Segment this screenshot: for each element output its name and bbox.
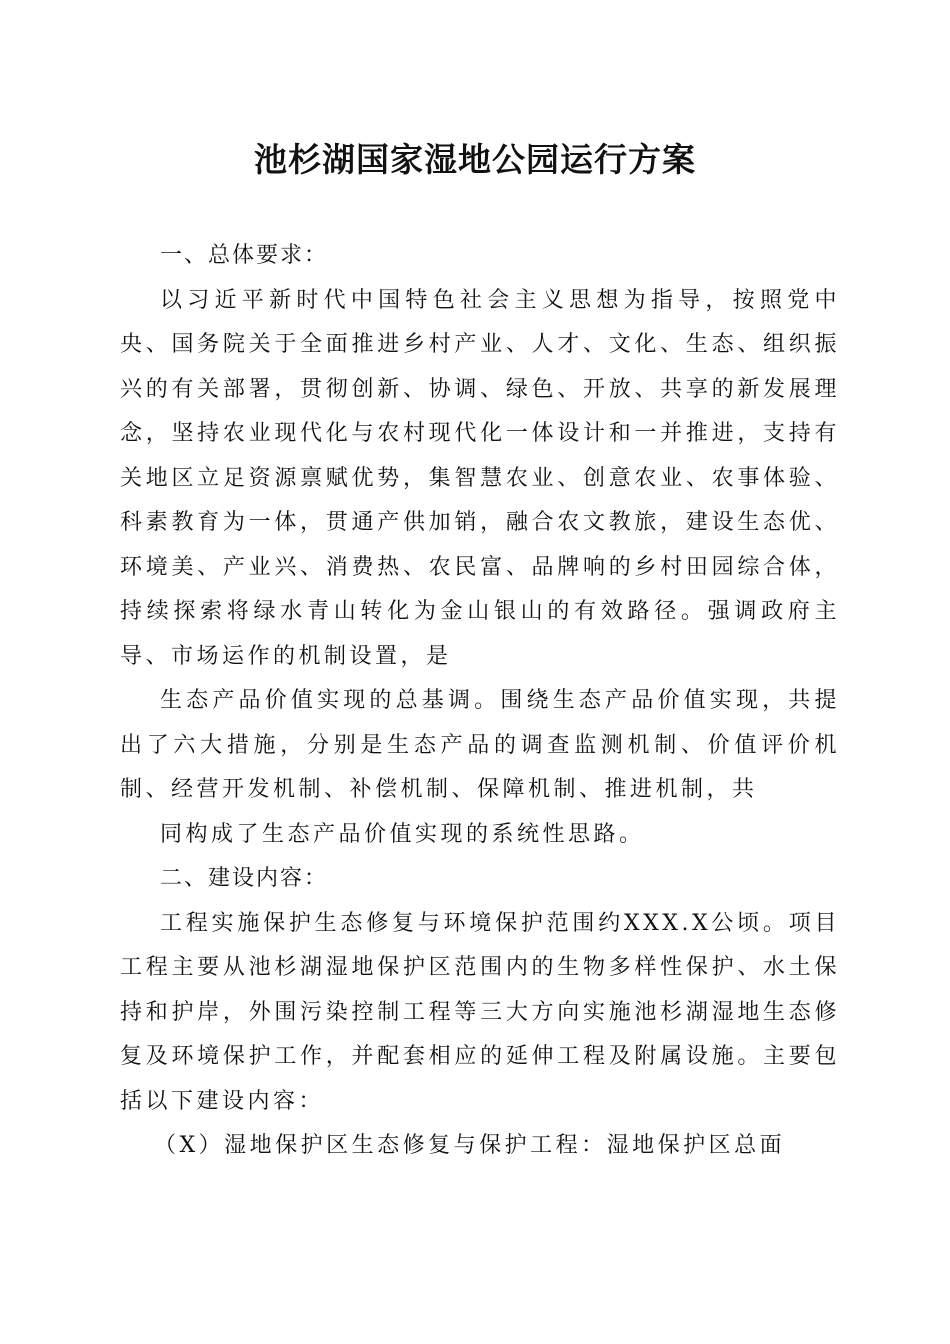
document-title: 池杉湖国家湿地公园运行方案	[254, 140, 696, 179]
section-heading-general-requirements: 一、总体要求：	[160, 243, 329, 268]
paragraph-wetland-restoration: （X）湿地保护区生态修复与保护工程：湿地保护区总面	[154, 1133, 786, 1158]
section-heading-construction-content: 二、建设内容：	[160, 866, 329, 891]
document-body	[120, 234, 840, 1169]
paragraph-six-measures: 生态产品价值实现的总基调。围绕生态产品价值实现，共提出了六大措施，分别是生态产品的调查监测机制、价值评价机制、经营开发机制、补偿机制、保障机制、推进机制，共	[120, 688, 840, 802]
paragraph-systematic-approach: 同构成了生态产品价值实现的系统性思路。	[160, 821, 645, 847]
paragraph-project-scope: 工程实施保护生态修复与环境保护范围约XXX.X公顷。项目工程主要从池杉湖湿地保护区范围内的生物多样性保护、水土保持和护岸，外围污染控制工程等三大方向实施池杉湖湿地生态修复及环境保护工作，并配套相应的延伸工程及附属设施。主要包括以下建设内容：	[120, 910, 840, 1114]
paragraph-guiding-ideology: 以习近平新时代中国特色社会主义思想为指导，按照党中央、国务院关于全面推进乡村产业、人才、文化、生态、组织振兴的有关部署，贯彻创新、协调、绿色、开放、共享的新发展理念，坚持农业现代化与农村现代化一体设计和一并推进，支持有关地区立足资源禀赋优势，集智慧农业、创意农业、农事体验、科素教育为一体，贯通产供加销，融合农文教旅，建设生态优、环境美、产业兴、消费热、农民富、品牌响的乡村田园综合体，持续探索将绿水青山转化为金山银山的有效路径。强调政府主导、市场运作的机制设置，是	[120, 287, 840, 669]
